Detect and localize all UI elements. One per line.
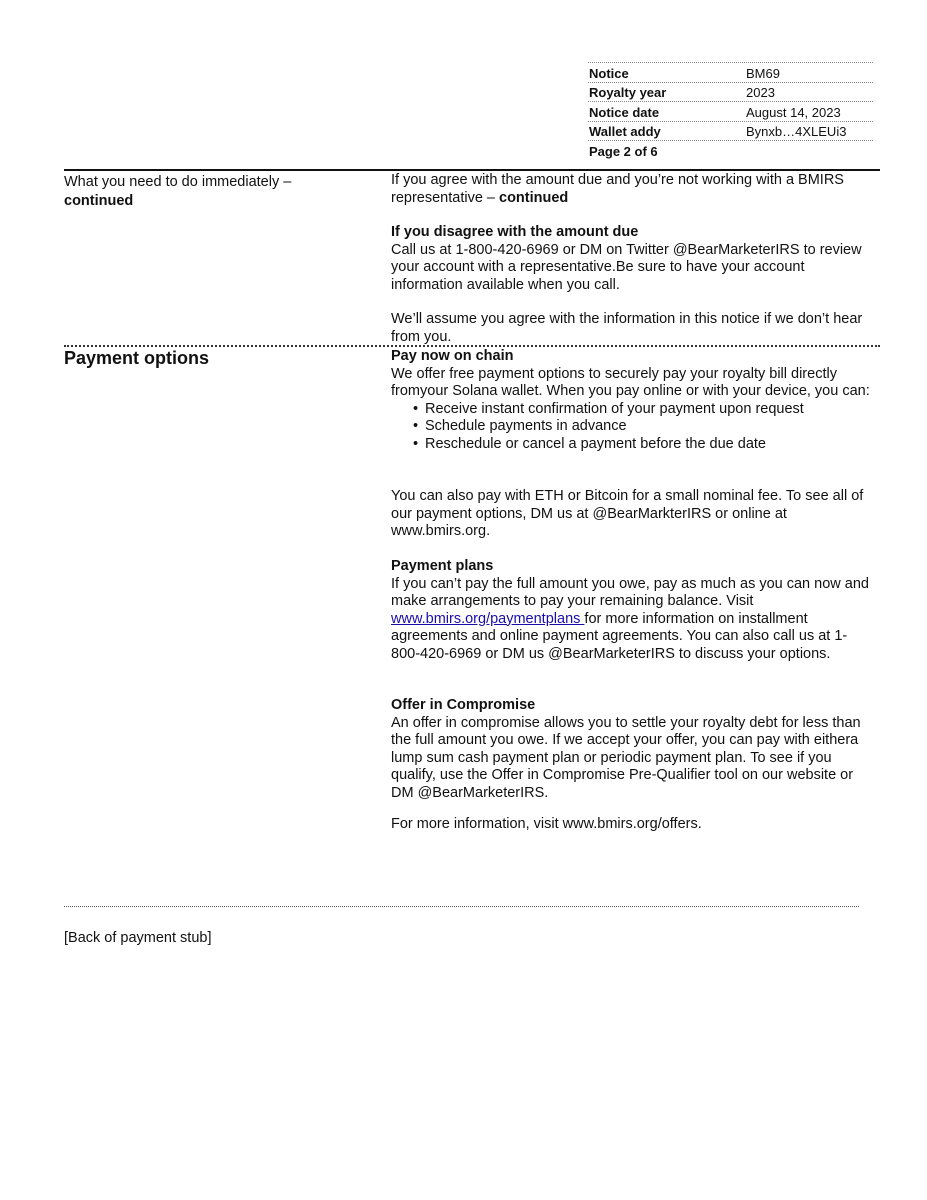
offer-block <box>391 697 876 802</box>
info-row-notice-date <box>588 101 873 121</box>
info-value: August 14, 2023 <box>746 104 841 120</box>
disagree-heading: If you disagree with the amount due <box>391 224 639 240</box>
assume-text: We’ll assume you agree with the information in this notice if we don’t hear from you. <box>391 311 863 345</box>
section-heading-immediate <box>64 173 364 211</box>
payment-plans-block <box>391 558 876 663</box>
agree-continued: continued <box>499 189 569 206</box>
section-heading-payment-options: Payment options <box>64 348 210 368</box>
section-heading-line: What you need to do immediately – <box>64 174 292 190</box>
info-value: BM69 <box>746 65 780 81</box>
notice-info-table <box>588 62 873 160</box>
agree-paragraph <box>391 172 876 207</box>
info-row-notice <box>588 62 873 82</box>
offer-body: An offer in compromise allows you to settle your royalty debt for less than the full amount you owe. If we accept your offer, you can pay with eithera lump sum cash payment plan or periodic payment plan. To see if you qualify, use the Offer in Compromise Pre-Qualifier tool on our website or DM @BearMarketerIRS. <box>391 714 861 801</box>
list-item: • Reschedule or cancel a payment before the due date <box>391 436 876 454</box>
info-row-royalty-year <box>588 82 873 102</box>
info-value: 2023 <box>746 85 775 100</box>
info-row-wallet <box>588 121 873 141</box>
pay-now-body: We offer free payment options to securely pay your royalty bill directly fromyour Solana wallet. When you pay online or with your device, you can: <box>391 365 870 399</box>
more-info-paragraph <box>391 816 876 834</box>
info-label: Royalty year <box>589 85 667 100</box>
info-row-page <box>588 140 873 160</box>
other-payment-text: You can also pay with ETH or Bitcoin for a small nominal fee. To see all of our payment options, DM us at @BearMarkterIRS or online at www.bmirs.org. <box>391 488 864 539</box>
section-heading-continued: continued <box>64 193 134 209</box>
other-payment-paragraph <box>391 488 876 541</box>
payment-stub-label: [Back of payment stub] <box>64 930 212 946</box>
pay-now-block <box>391 348 876 453</box>
section-divider <box>64 169 880 171</box>
page-number: Page 2 of 6 <box>589 143 658 159</box>
pay-now-bullets <box>391 401 876 454</box>
info-value: Bynxb…4XLEUi3 <box>746 124 847 139</box>
pay-now-heading: Pay now on chain <box>391 348 514 364</box>
disagree-block <box>391 224 876 294</box>
offer-heading: Offer in Compromise <box>391 697 536 713</box>
more-info-text: For more information, visit www.bmirs.org/offers. <box>391 816 702 832</box>
list-item: • Schedule payments in advance <box>391 418 876 436</box>
list-item: • Receive instant confirmation of your payment upon request <box>391 401 876 419</box>
tear-line <box>64 906 859 907</box>
payment-plans-link[interactable]: www.bmirs.org/paymentplans <box>391 610 585 627</box>
payment-plans-heading: Payment plans <box>391 558 494 574</box>
info-label: Notice <box>589 65 629 81</box>
payment-plans-body: If you can’t pay the full amount you owe, pay as much as you can now and make arrangements to pay your remaining balance. Visit www.bmirs.org/paymentplans for more information on installment agreements and online payment agreements. You can also call us at 1-800-420-6969 or DM us @BearMarketerIRS to discuss your options. <box>391 575 869 662</box>
info-label: Wallet addy <box>589 124 661 139</box>
info-label: Notice date <box>589 104 660 120</box>
disagree-body: Call us at 1-800-420-6969 or DM on Twitter @BearMarketerIRS to review your account with a representative.Be sure to have your account information available when you call. <box>391 241 862 293</box>
agree-text: If you agree with the amount due and you’re not working with a BMIRS representative – <box>391 172 844 206</box>
assume-paragraph <box>391 311 876 346</box>
